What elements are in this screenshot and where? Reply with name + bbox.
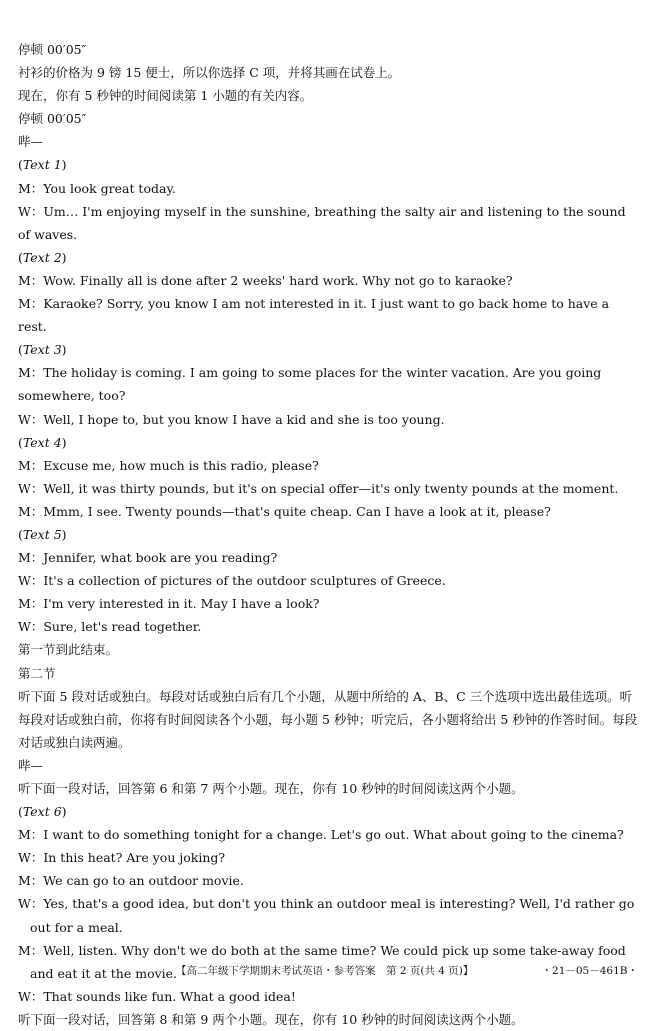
text-section-label: (Text 3) [18, 342, 67, 358]
transcript-line: M：Karaoke? Sorry, you know I am not interested in it. I just want to go back home to have a rest. [18, 296, 610, 335]
transcript-line: 停顿 00′05″ [18, 42, 87, 57]
transcript-line: M：We can go to an outdoor movie. [18, 873, 244, 889]
transcript-line: 哔— [18, 134, 44, 150]
transcript-line: 听下面 5 段对话或独白。每段对话或独白后有几个小题，从题中所给的 A、B、C 三个选项中选出最佳选项。听每段对话或独白前，你将有时间阅读各个小题，每小题 5 秒钟；听完后，各小题将给出 5 秒钟的作答时间。每段对话或独白读两遍。 [18, 688, 638, 750]
transcript-line: M：I'm very interested in it. May I have a look? [18, 596, 320, 612]
transcript-line: W：Yes, that's a good idea, but don't you think an outdoor meal is interesting? Well, I'd rather go out for a meal. [18, 896, 635, 935]
transcript-line: 停顿 00′05″ [18, 111, 87, 127]
transcript-line: W：Sure, let's read together. [18, 619, 202, 635]
transcript-line: M：The holiday is coming. I am going to some places for the winter vacation. Are you going somewhere, too? [18, 365, 602, 404]
text-section-label: (Text 4) [18, 434, 67, 450]
text-section-label: (Text 1) [18, 157, 67, 173]
transcript-line: 听下面一段对话，回答第 6 和第 7 两个小题。现在，你有 10 秒钟的时间阅读这两个小题。 [18, 781, 524, 796]
transcript-line: M：Mmm, I see. Twenty pounds—that's quite cheap. Can I have a look at it, please? [18, 503, 551, 519]
transcript-line: 衬衫的价格为 9 镑 15 便士，所以你选择 C 项，并将其画在试卷上。 [18, 65, 401, 81]
transcript-line: 哔— [18, 757, 44, 773]
transcript-line: M：Well, listen. Why don't we do both at the same time? We could pick up some take-away food and eat it at the movie. [18, 942, 626, 981]
transcript-line: W：Um… I'm enjoying myself in the sunshine, breathing the salty air and listening to the sound of waves. [18, 203, 626, 242]
transcript-line: W：In this heat? Are you joking? [18, 850, 226, 866]
transcript-line: M：Wow. Finally all is done after 2 weeks' hard work. Why not go to karaoke? [18, 272, 513, 288]
transcript-line: M：I want to do something tonight for a change. Let's go out. What about going to the cinema? [18, 827, 624, 843]
text-section-label: (Text 2) [18, 249, 67, 265]
footer-doc-code: ・21－05－461B・ [541, 965, 638, 977]
transcript-line: 第一节到此结束。 [18, 642, 119, 658]
transcript-line: W：It's a collection of pictures of the outdoor sculptures of Greece. [18, 573, 446, 589]
transcript-line: 第二节 [18, 665, 56, 681]
text-section-label: (Text 6) [18, 804, 67, 820]
transcript-line: M：Jennifer, what book are you reading? [18, 550, 278, 566]
transcript-line: W：Well, it was thirty pounds, but it's on special offer—it's only twenty pounds at the moment. [18, 480, 619, 496]
transcript-line: 现在，你有 5 秒钟的时间阅读第 1 小题的有关内容。 [18, 88, 313, 104]
transcript [18, 38, 638, 1031]
text-section-label: (Text 5) [18, 526, 67, 542]
transcript-line: M：Excuse me, how much is this radio, please? [18, 457, 319, 473]
transcript-line: M：You look great today. [18, 180, 176, 196]
footer-page-info: 【高二年级下学期期末考试英语・参考答案 第 2 页(共 4 页)】 [176, 965, 474, 977]
transcript-line: W：That sounds like fun. What a good idea! [18, 988, 296, 1004]
transcript-line: W：Well, I hope to, but you know I have a kid and she is too young. [18, 411, 445, 427]
transcript-line: 听下面一段对话，回答第 8 和第 9 两个小题。现在，你有 10 秒钟的时间阅读这两个小题。 [18, 1011, 524, 1027]
